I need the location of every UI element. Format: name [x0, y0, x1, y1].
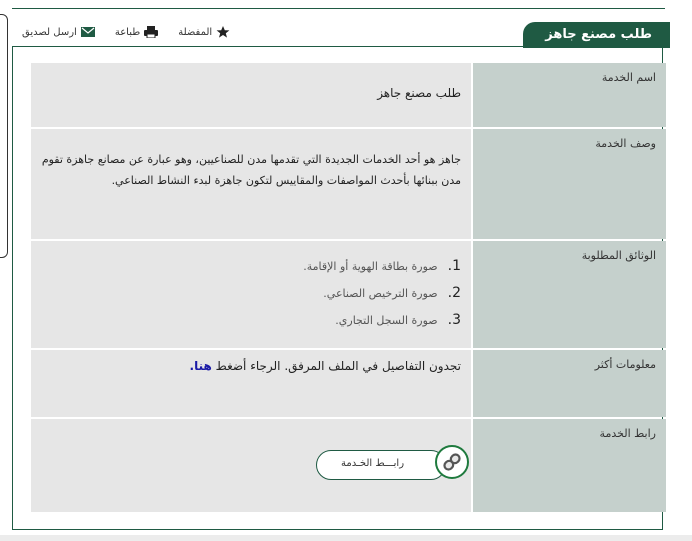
service-link-label: رابط الخدمة — [473, 419, 666, 512]
service-description-value: جاهز هو أحد الخدمات الجديدة التي تقدمها مدن للصناعيين، وهو عبارة عن مصانع جاهزة تقوم مدن ببنائها بأحدث المواصفات والمقاييس لتكون جاهزة لبدء النشاط الصناعي. — [31, 129, 471, 239]
bottom-strip — [0, 535, 692, 541]
list-item: 3. صورة السجل التجاري. — [335, 312, 461, 328]
service-link-button[interactable] — [316, 450, 446, 480]
list-item: 2. صورة الترخيص الصناعي. — [323, 285, 461, 301]
side-panel-edge — [0, 14, 8, 258]
more-info-label: معلومات أكثر — [473, 350, 666, 417]
service-name-label: اسم الخدمة — [473, 63, 666, 127]
page-title: طلب مصنع جاهز — [523, 22, 664, 48]
service-name-value: طلب مصنع جاهز — [31, 63, 471, 127]
required-documents-label: الوثائق المطلوبة — [473, 241, 666, 348]
send-to-friend-label: ارسل لصديق — [22, 26, 77, 38]
documents-list — [31, 241, 471, 334]
print-label: طباعة — [114, 26, 141, 38]
service-link-button-label: رابـــط الخـدمة — [341, 458, 405, 469]
more-info-link[interactable]: هنا. — [189, 359, 212, 373]
chain-link-icon — [435, 445, 469, 479]
service-description-label: وصف الخدمة — [473, 129, 666, 239]
favorite-label: المفضلة — [178, 26, 213, 38]
required-documents-value — [31, 241, 471, 348]
list-item: 1. صورة بطاقة الهوية أو الإقامة. — [303, 258, 461, 274]
more-info-value — [31, 350, 471, 417]
more-info-text: تجدون التفاصيل في الملف المرفق. الرجاء أضغط — [215, 359, 461, 373]
